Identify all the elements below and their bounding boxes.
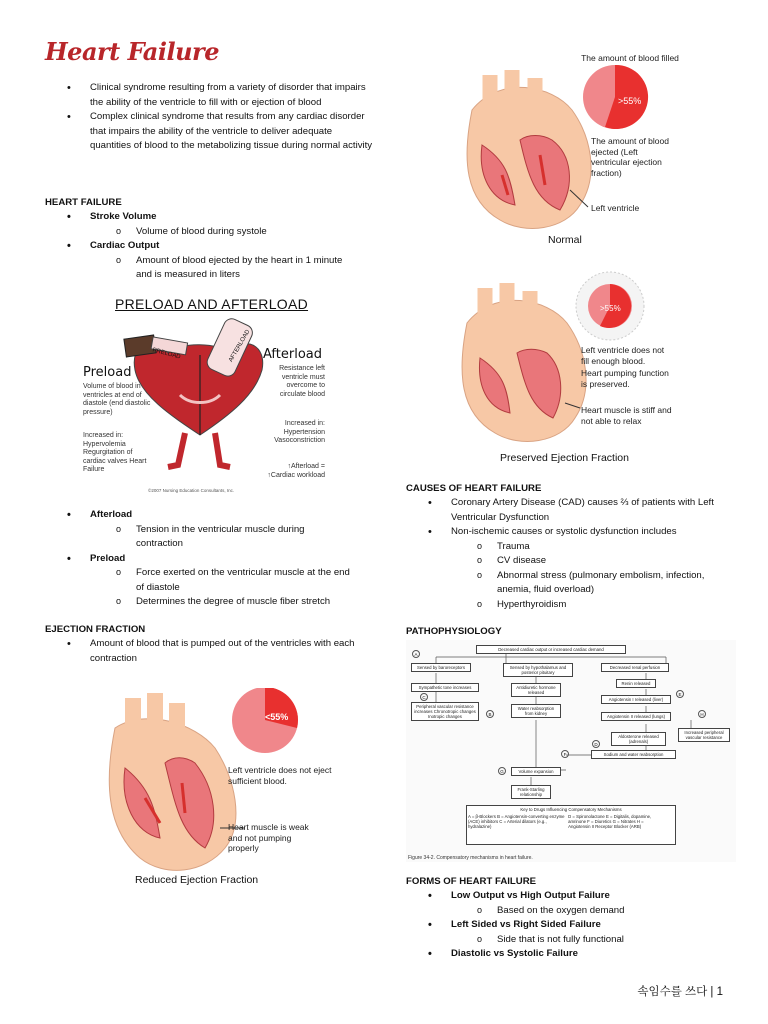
afterload-formula-2: ↑Cardiac workload [267,472,325,479]
copyright: ©2007 Nursing Education Consultants, Inc. [148,488,235,493]
form-sub-item: o Based on the oxygen demand [406,904,736,919]
preload-label: • Preload [45,552,375,567]
afterload-def: o Tension in the ventricular muscle during contraction [45,523,375,552]
page-title: Heart Failure [45,37,219,66]
letter-marker: C [420,693,428,701]
reduced-caption-2: Heart muscle is weak and not pumping properly [228,822,309,853]
normal-pct-label: >55% [618,96,642,106]
volume-box: Volume expansion [511,767,561,776]
renin-box: Renin released [616,679,656,688]
reduced-heart-illustration [85,688,375,893]
ejection-fraction-list [45,637,375,666]
stroke-volume-label: • Stroke Volume [45,210,375,225]
form-item: • Left Sided vs Right Sided Failure [406,918,736,933]
adh-box: Antidiuretic hormone released [511,683,561,697]
peripheral-box: Peripheral vascular resistance increases Chronotropic changes Inotropic changes [411,702,479,721]
preserved-pct-label: >55% [600,304,621,313]
increased-pvr-box: Increased peripheral vascular resistance [678,728,730,742]
form-item: • Diastolic vs Systolic Failure [406,947,736,962]
letter-marker: E [676,690,684,698]
cause-sub-item: o CV disease [406,554,736,569]
letter-marker: B [486,710,494,718]
preload-title: Preload [83,365,132,380]
pathophysiology-diagram [406,640,736,862]
renal-box: Decreased renal perfusion [601,663,669,672]
afterload-desc: Resistance left ventricle must overcome to circulate blood [279,365,325,398]
key-box [466,805,676,845]
cause-sub-item: o Abnormal stress (pulmonary embolism, infection, anemia, fluid overload) [406,569,736,598]
heart-failure-heading: HEART FAILURE [45,197,122,208]
preload-increased: Increased in: Hypervolemia Regurgitation of cardiac valves Heart Failure [83,432,147,473]
key-left: A = β-Blockers B = Angiotensin-converting enzyme (ACE) inhibitors C = Arterial dilators (e.g., hydralazine) [468,814,565,829]
hypothalamus-box: Sensed by hypothalamus and posterior pituitary [503,663,573,677]
non-ischemic-item: • Non-ischemic causes or systolic dysfunction includes [406,525,736,540]
letter-marker: D [592,740,600,748]
normal-title: Normal [548,234,582,246]
sodium-box: Sodium and water reabsorption [591,750,676,759]
ang2-box: Angiotensin II released (lungs) [601,712,671,721]
diagram-caption: Figure 34-2. Compensatory mechanisms in heart failure. [408,855,533,861]
preload-afterload-figure [80,295,330,495]
ejection-fraction-def: • Amount of blood that is pumped out of the ventricles with each contraction [45,637,375,666]
heart-failure-list [45,210,375,283]
preserved-title: Preserved Ejection Fraction [500,452,629,464]
letter-marker: F [561,750,569,758]
list-item: • Complex clinical syndrome that results from any cardiac disorder that impairs the ability of the ventricle to deliver adequate quantities of blood to the metabolizing tissue during normal activity [45,110,375,154]
top-box: Decreased cardiac output or increased cardiac demand [476,645,626,654]
preload-def: o Force exerted on the ventricular muscle at the end of diastole [45,566,375,595]
page-footer: 속임수를 쓰다 | 1 [637,986,723,998]
pathophysiology-heading: PATHOPHYSIOLOGY [406,626,502,637]
causes-list [406,496,736,612]
normal-ef-figure [460,50,690,250]
form-sub-item: o Side that is not fully functional [406,933,736,948]
preload-tube-label: PRELOAD [151,347,182,361]
forms-heading: FORMS OF HEART FAILURE [406,876,537,887]
afterload-formula-1: ↑Afterload = [287,463,325,470]
baroreceptors-box: Sensed by baroreceptors [411,663,471,672]
water-box: Water reabsorption from kidney [511,704,561,718]
form-item: • Low Output vs High Output Failure [406,889,736,904]
intro-bullets [45,81,375,154]
preserved-caption-2: Heart pumping function is preserved. [581,368,669,389]
afterload-title: Afterload [263,347,323,362]
reduced-caption-1: Left ventricle does not eject sufficient blood. [228,765,332,786]
ang1-box: Angiotensin I released (liver) [601,695,671,704]
key-title: Key to Drugs Influencing Compensatory Mechanisms [520,807,622,812]
key-right: D = Spironolactone E = Digitalis, dopamine, amrinone F = Diuretics G = Nitrates H = Angiotensin II Receptor Blocker (ARB) [568,814,652,829]
normal-ejected-label: The amount of blood ejected (Left ventricular ejection fraction) [591,136,669,178]
ejection-fraction-heading: EJECTION FRACTION [45,624,146,635]
reduced-title: Reduced Ejection Fraction [135,874,259,886]
cad-item: • Coronary Artery Disease (CAD) causes ⅔ of patients with Left Ventricular Dysfunction [406,496,736,525]
letter-marker: H [698,710,706,718]
preserved-caption-3: Heart muscle is stiff and not able to relax [581,405,672,426]
aldosterone-box: Aldosterone released (adrenals) [611,732,666,746]
preload-desc: Volume of blood in ventricles at end of diastole (end diastolic pressure) [83,383,151,416]
preload-def: o Determines the degree of muscle fiber stretch [45,595,375,610]
afterload-increased: Increased in: Hypertension Vasoconstriction [274,420,325,444]
frank-box: Frank-Starling relationship [511,785,551,799]
preserved-caption-1: Left ventricle does not fill enough blood. [581,345,665,366]
afterload-preload-list [45,508,375,610]
figure-title: PRELOAD AND AFTERLOAD [115,296,309,312]
preserved-ef-figure [455,268,695,468]
cause-sub-item: o Hyperthyroidism [406,598,736,613]
sympathetic-box: Sympathetic tone increases [411,683,479,692]
cardiac-output-def: o Amount of blood ejected by the heart in 1 minute and is measured in liters [45,254,375,283]
cause-sub-item: o Trauma [406,540,736,555]
normal-top-label: The amount of blood filled [581,53,679,63]
reduced-pct-label: <55% [265,712,289,722]
stroke-volume-def: o Volume of blood during systole [45,225,375,240]
afterload-tube-label: AFTERLOAD [228,329,252,364]
causes-heading: CAUSES OF HEART FAILURE [406,483,542,494]
afterload-label: • Afterload [45,508,375,523]
list-item: • Clinical syndrome resulting from a variety of disorder that impairs the ability of the ventricle to fill with or ejection of blood [45,81,375,110]
forms-list [406,889,736,962]
reduced-ef-figure [85,688,375,893]
normal-lv-label: Left ventricle [591,203,640,213]
letter-marker: A [412,650,420,658]
cardiac-output-label: • Cardiac Output [45,239,375,254]
letter-marker: G [498,767,506,775]
